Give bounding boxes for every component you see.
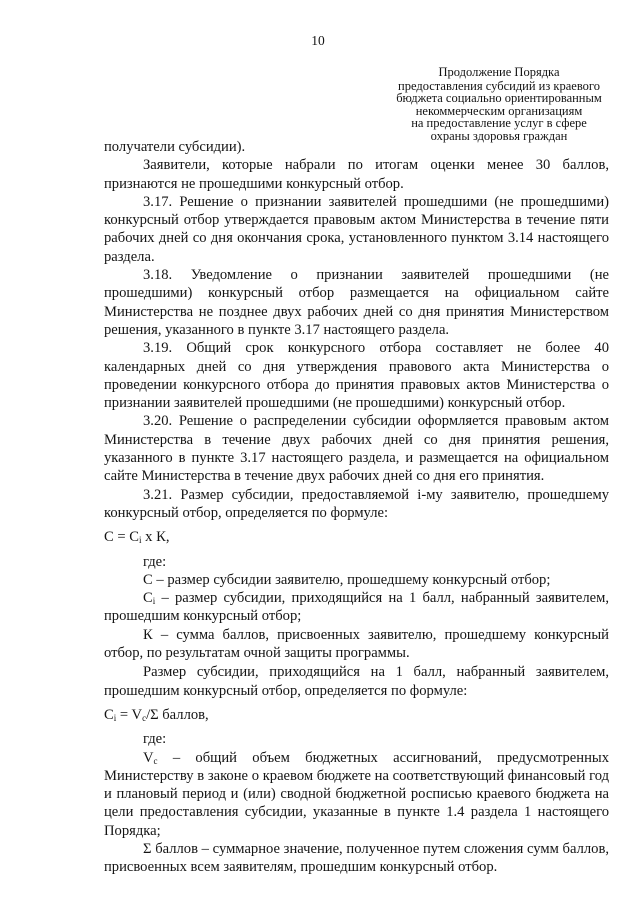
running-header-line: на предоставление услуг в сфере [411, 116, 587, 131]
running-header-title: Продолжение Порядка [438, 65, 560, 79]
formula-subsidy [104, 528, 609, 546]
definition-sum: Σ баллов – суммарное значение, полученное путем сложения сумм баллов, присвоенных всем заявителям, прошедшим конкурсный отбор. [104, 840, 609, 876]
running-header [380, 66, 618, 143]
formula-a: С [104, 706, 114, 723]
running-header-line: некоммерческим организациям [415, 103, 583, 118]
definition-c: С – размер субсидии заявителю, прошедшему конкурсный отбор; [143, 571, 551, 588]
running-header-line: бюджета социально ориентированным [396, 91, 602, 106]
running-header-line: предоставления субсидий из краевого [398, 78, 600, 93]
definition-ci-symbol: С [143, 590, 153, 607]
definition-ci-subscript: i [152, 596, 156, 607]
formula-c: /Σ баллов, [146, 706, 209, 723]
paragraph-3-21: 3.21. Размер субсидии, предоставляемой i-му заявителю, прошедшему конкурсный отбор, определяется по формуле: [104, 486, 609, 521]
formula-subscript: i [139, 535, 142, 546]
paragraph-3-19: 3.19. Общий срок конкурсного отбора составляет не более 40 календарных дней со дня утверждения правового акта Министерства о проведении конкурсного отбора до принятия правовых актов Министерства о признании заявителей прошедшими (не прошедшими) конкурсный отбор. [104, 340, 609, 412]
body-text [104, 138, 609, 877]
formula-per-point [104, 706, 609, 724]
definition-v-subscript: с [153, 755, 158, 766]
formula-a-subscript: i [113, 712, 117, 723]
where-label: где: [143, 553, 167, 570]
definition-v [104, 749, 609, 840]
paragraph-continuation: получатели субсидии). [104, 139, 246, 155]
running-header-line: охраны здоровья граждан [430, 128, 568, 143]
paragraph-applicants: Заявители, которые набрали по итогам оценки менее 30 баллов, признаются не прошедшими конкурсный отбор. [104, 157, 609, 192]
formula-b: = V [116, 706, 143, 723]
where-label: где: [143, 731, 167, 748]
paragraph-per-point: Размер субсидии, приходящийся на 1 балл, набранный заявителем, прошедшим конкурсный отбор, определяется по формуле: [104, 664, 609, 699]
paragraph-3-18: 3.18. Уведомление о признании заявителей прошедшими (не прошедшими) конкурсный отбор размещается на официальном сайте Министерства не позднее двух рабочих дней со дня принятия Министерством решения, указанного в пункте 3.17 настоящего раздела. [104, 267, 609, 338]
formula-b-subscript: c [142, 712, 147, 723]
formula-lhs: С = С [104, 529, 139, 546]
paragraph-3-20: 3.20. Решение о распределении субсидии оформляется правовым актом Министерства в течение двух рабочих дней со дня принятия решения, указанного в пункте 3.17 настоящего раздела, и размещается на официальном сайте Министерства в течение двух рабочих дней со дня его принятия. [104, 413, 609, 485]
formula-rhs: х К, [141, 529, 170, 546]
definition-ci [104, 589, 609, 626]
page-number: 10 [311, 33, 325, 48]
definition-v-text: – общий объем бюджетных ассигнований, предусмотренных Министерству в законе о краевом бюджете на соответствующий финансовый год и плановый период и (или) сводной бюджетной росписью краевого бюджета на цели предоставления субсидии, указанные в пункте 1.4 раздела 1 настоящего Порядка; [104, 749, 609, 839]
paragraph-3-17: 3.17. Решение о признании заявителей прошедшими (не прошедшими) конкурсный отбор утверждается правовым актом Министерства в течение пяти рабочих дней со дня окончания срока, установленного пунктом 3.14 настоящего раздела. [104, 193, 609, 265]
definition-ci-text: – размер субсидии, приходящийся на 1 балл, набранный заявителем, прошедшим конкурсный отбор; [104, 590, 609, 625]
definition-k: К – сумма баллов, присвоенных заявителю, прошедшему конкурсный отбор, по результатам очной защиты программы. [104, 626, 609, 662]
definition-v-symbol: V [143, 749, 154, 766]
